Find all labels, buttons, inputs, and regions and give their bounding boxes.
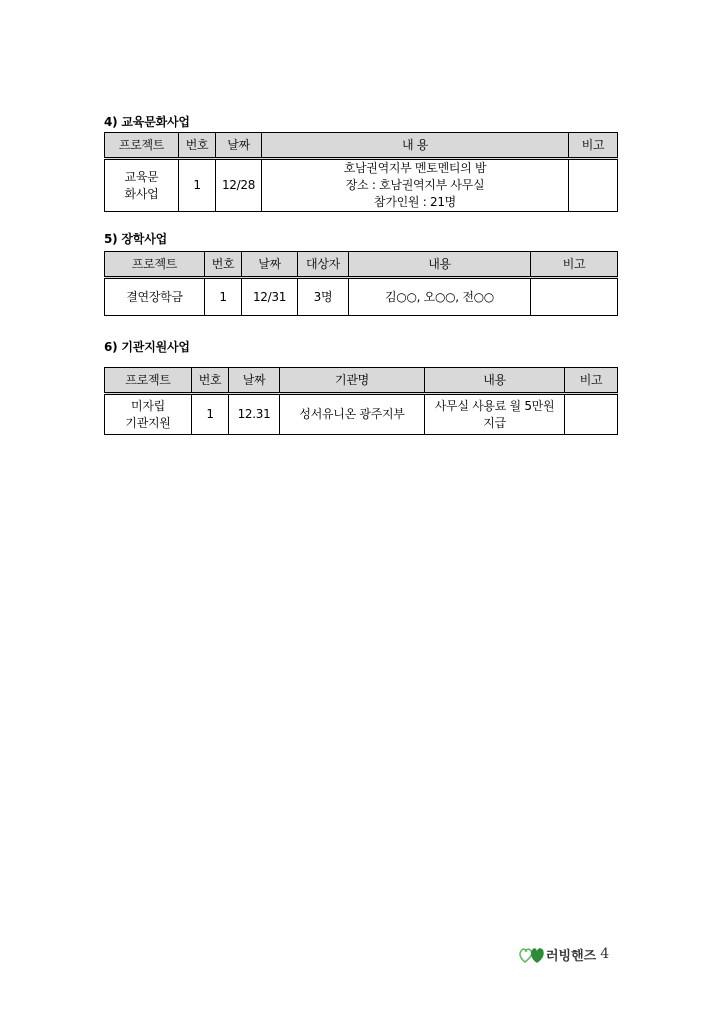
project-line: 미자립 — [131, 398, 165, 413]
section-title-scholarship: 5) 장학사업 — [104, 232, 167, 246]
header-content: 내 용 — [262, 133, 569, 159]
cell-date: 12/28 — [216, 159, 262, 212]
page-number: 4 — [600, 946, 610, 962]
header-project: 프로젝트 — [105, 133, 179, 159]
content-line: 지급 — [483, 415, 506, 430]
header-content: 내용 — [349, 252, 531, 278]
cell-number: 1 — [205, 278, 242, 316]
header-project: 프로젝트 — [105, 252, 205, 278]
cell-content: 김○○, 오○○, 전○○ — [349, 278, 531, 316]
content-line: 참가인원 : 21명 — [374, 195, 456, 209]
header-target: 대상자 — [298, 252, 349, 278]
section-title-education: 4) 교육문화사업 — [104, 115, 190, 129]
header-note: 비고 — [531, 252, 618, 278]
scholarship-table — [104, 251, 618, 316]
header-number: 번호 — [192, 368, 229, 394]
header-note: 비고 — [569, 133, 618, 159]
content-line: 사무실 사용료 월 5만원 — [434, 398, 555, 413]
cell-target: 3명 — [298, 278, 349, 316]
header-date: 날짜 — [242, 252, 298, 278]
institution-support-table — [104, 367, 618, 435]
header-date: 날짜 — [229, 368, 280, 394]
cell-number: 1 — [192, 394, 229, 435]
project-line: 기관지원 — [125, 415, 171, 430]
heart-leaf-logo-icon — [518, 944, 546, 964]
cell-project — [105, 394, 192, 435]
header-number: 번호 — [205, 252, 242, 278]
cell-note — [531, 278, 618, 316]
cell-note — [565, 394, 618, 435]
footer-brand: 러빙핸즈 — [546, 948, 597, 964]
cell-content — [425, 394, 565, 435]
cell-project: 결연장학금 — [105, 278, 205, 316]
table-row — [105, 159, 618, 212]
header-project: 프로젝트 — [105, 368, 192, 394]
section-title-institution-support: 6) 기관지원사업 — [104, 340, 190, 354]
header-note: 비고 — [565, 368, 618, 394]
header-date: 날짜 — [216, 133, 262, 159]
table-row — [105, 278, 618, 316]
cell-content — [262, 159, 569, 212]
header-org: 기관명 — [280, 368, 425, 394]
cell-date: 12/31 — [242, 278, 298, 316]
cell-org: 성서유니온 광주지부 — [280, 394, 425, 435]
cell-date: 12.31 — [229, 394, 280, 435]
cell-project: 교육문화사업 — [105, 159, 179, 212]
header-content: 내용 — [425, 368, 565, 394]
content-line: 장소 : 호남권역지부 사무실 — [345, 178, 485, 192]
footer — [518, 944, 609, 964]
cell-note — [569, 159, 618, 212]
content-line: 호남권역지부 멘토멘티의 밤 — [343, 161, 487, 175]
education-culture-table — [104, 132, 618, 212]
table-row — [105, 394, 618, 435]
cell-number: 1 — [179, 159, 216, 212]
header-number: 번호 — [179, 133, 216, 159]
